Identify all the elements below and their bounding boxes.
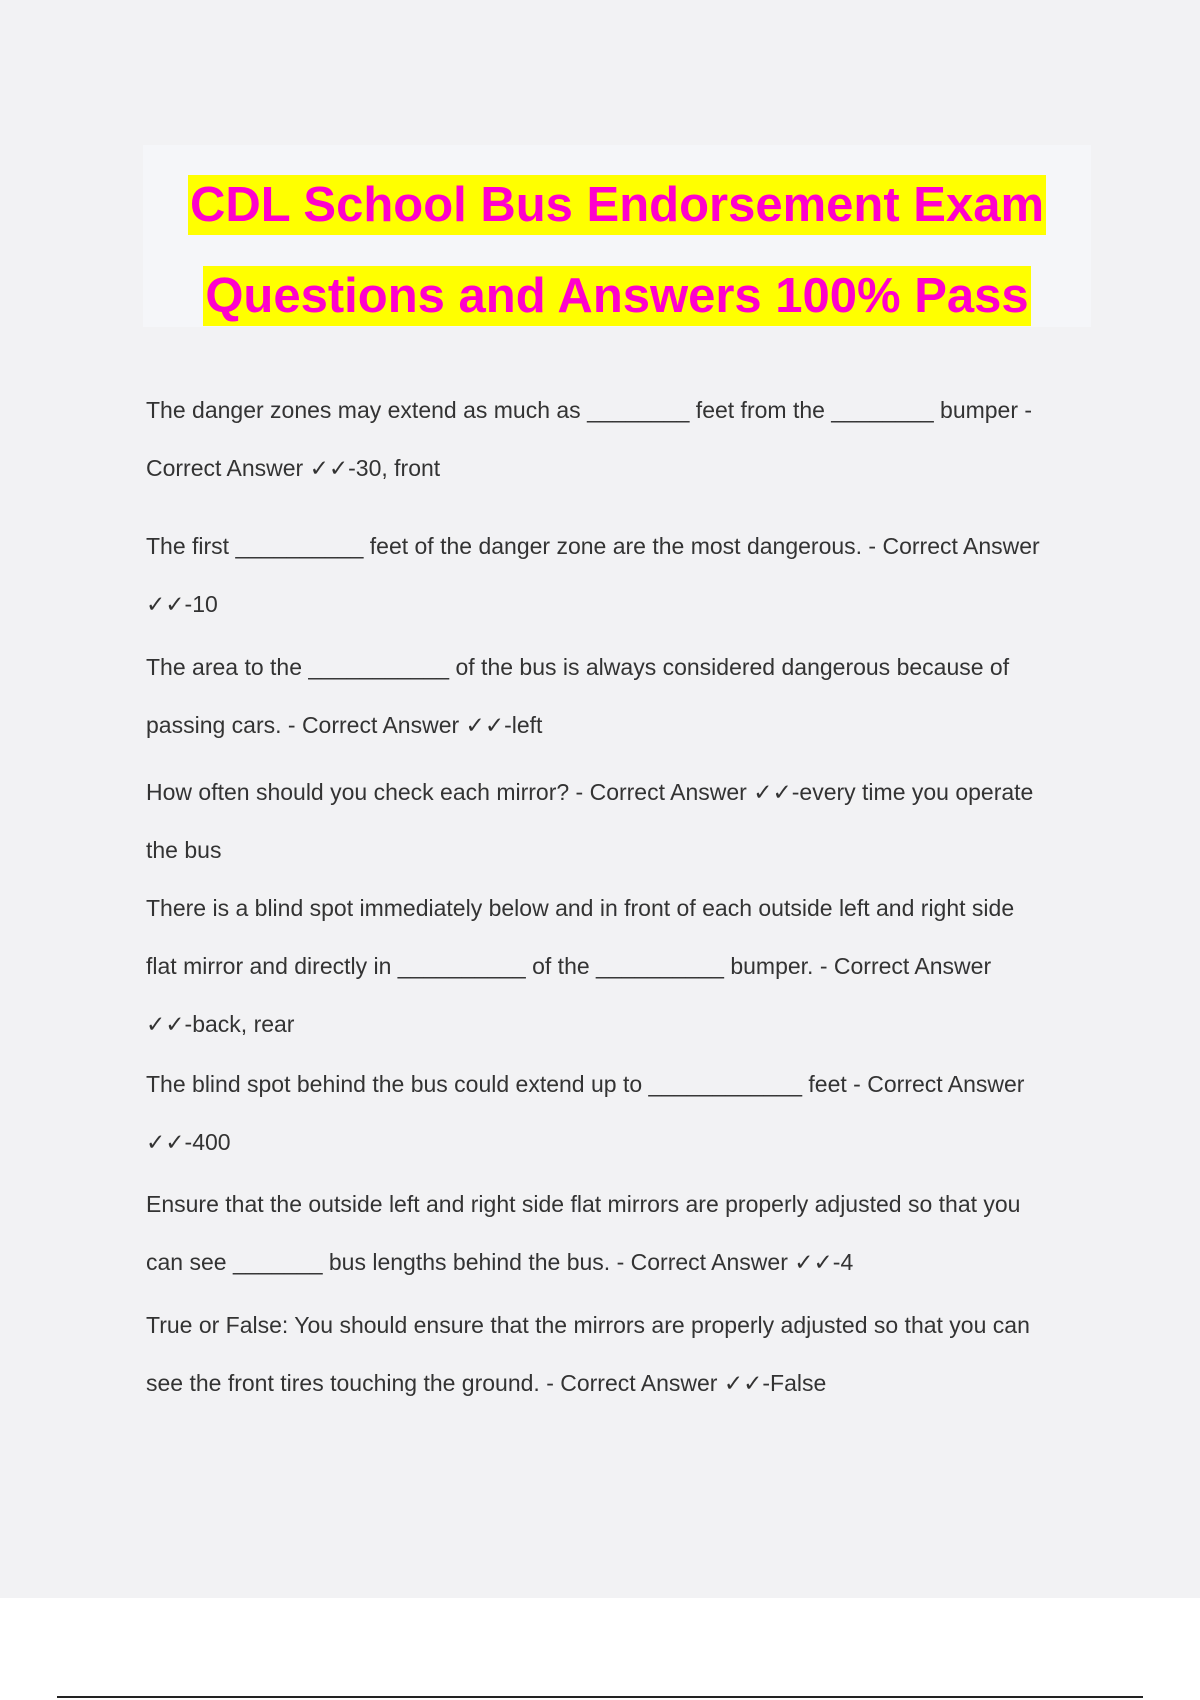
qa-item-2 [146, 517, 1086, 633]
qa-item-5 [146, 879, 1086, 1053]
qa-item-7 [146, 1175, 1086, 1291]
answer-text: see the front tires touching the ground. - Correct Answer ✓✓-False [146, 1370, 827, 1396]
title-block [143, 145, 1091, 327]
answer-text: the bus [146, 837, 222, 863]
qa-item-3 [146, 638, 1086, 754]
question-text: Ensure that the outside left and right side flat mirrors are properly adjusted so that you [146, 1191, 1021, 1217]
answer-text: Correct Answer ✓✓-30, front [146, 455, 441, 481]
title-line-2: Questions and Answers 100% Pass [203, 266, 1030, 326]
answer-text: ✓✓-10 [146, 591, 218, 617]
qa-item-4 [146, 763, 1086, 879]
question-text: The first __________ feet of the danger zone are the most dangerous. - Correct Answer [146, 533, 1040, 559]
title-line-1: CDL School Bus Endorsement Exam [188, 175, 1046, 235]
question-text: There is a blind spot immediately below and in front of each outside left and right side [146, 895, 1015, 921]
answer-text: ✓✓-back, rear [146, 1011, 295, 1037]
question-text: flat mirror and directly in __________ of the __________ bumper. - Correct Answer [146, 953, 992, 979]
answer-text: passing cars. - Correct Answer ✓✓-left [146, 712, 543, 738]
question-text: The danger zones may extend as much as ________ feet from the ________ bumper - [146, 397, 1033, 423]
footer-divider [57, 1696, 1143, 1698]
question-text: The area to the ___________ of the bus is always considered dangerous because of [146, 654, 1010, 680]
question-text: True or False: You should ensure that the mirrors are properly adjusted so that you can [146, 1312, 1030, 1338]
question-text: The blind spot behind the bus could extend up to ____________ feet - Correct Answer [146, 1071, 1025, 1097]
answer-text: can see _______ bus lengths behind the bus. - Correct Answer ✓✓-4 [146, 1249, 854, 1275]
qa-item-8 [146, 1296, 1086, 1412]
question-text: How often should you check each mirror? - Correct Answer ✓✓-every time you operate [146, 779, 1034, 805]
answer-text: ✓✓-400 [146, 1129, 231, 1155]
qa-item-1 [146, 381, 1086, 497]
qa-item-6 [146, 1055, 1086, 1171]
